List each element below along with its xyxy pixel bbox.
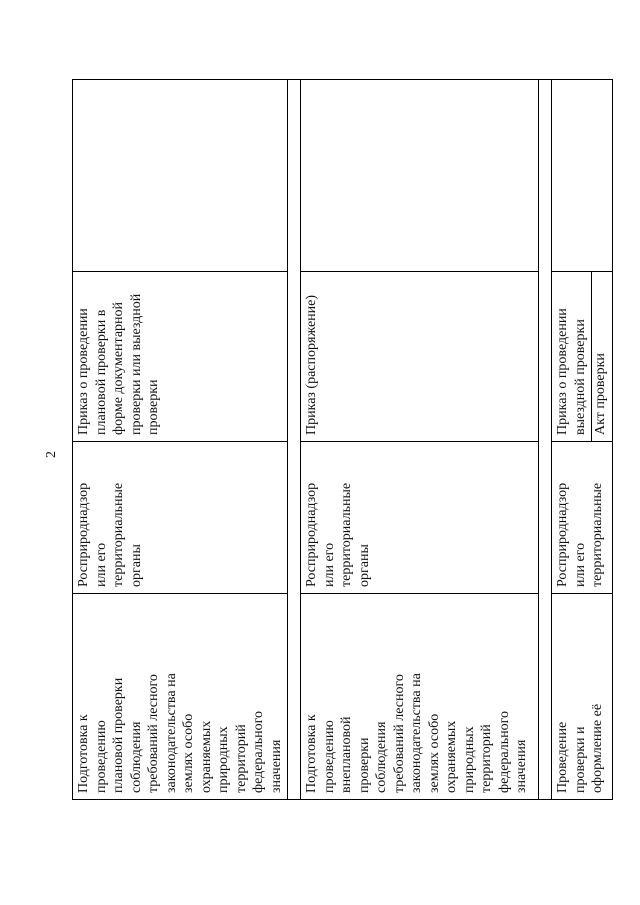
cell-text-line: Росприроднадзор xyxy=(76,482,91,587)
executor-cell xyxy=(552,442,613,594)
cell-text-line: территорий xyxy=(479,724,494,793)
separator-row xyxy=(539,80,552,800)
cell-text-line: проверки и xyxy=(572,726,588,793)
cell-text-line: требований лесного xyxy=(391,674,407,793)
cell-text-line: Проведение xyxy=(555,721,570,793)
table-row xyxy=(552,80,613,800)
cell-text-line: территориальные xyxy=(339,482,354,587)
cell-text-line: форме документарной xyxy=(111,301,126,435)
cell-text-line: территорий xyxy=(233,724,249,793)
cell-text-line: значения xyxy=(514,739,529,793)
cell-text-line: федерального xyxy=(496,710,512,793)
cell-text-line: соблюдения xyxy=(128,721,144,793)
cell-text-line: выездной проверки xyxy=(572,319,588,435)
cell-text-line: или его xyxy=(93,542,109,587)
document-extra: Акт проверки xyxy=(591,272,610,441)
cell-text-line: плановой проверки xyxy=(111,677,126,793)
cell-text-line: Приказ о проведении xyxy=(76,308,91,435)
cell-text-line: природных xyxy=(216,726,231,793)
cell-text-line: землях особо xyxy=(181,713,196,793)
cell-text-line: законодательства на xyxy=(163,673,179,793)
cell-text-line: оформление её xyxy=(590,703,605,793)
procedure-table xyxy=(72,79,613,800)
table-row xyxy=(301,80,539,800)
cell-text-line: законодательства на xyxy=(409,673,424,793)
blank-cell xyxy=(552,80,613,272)
executor-cell xyxy=(73,442,288,594)
cell-text-line: или его xyxy=(321,542,337,587)
cell-text-line: плановой проверки в xyxy=(93,309,109,435)
blank-cell xyxy=(73,80,288,272)
cell-text-line: Росприроднадзор xyxy=(304,482,319,587)
process-cell xyxy=(73,594,288,800)
cell-text-line: охраняемых xyxy=(198,720,214,793)
cell-text-line: Приказ о проведении xyxy=(555,308,570,435)
cell-text-line: проверки xyxy=(356,737,372,793)
cell-text-line: соблюдения xyxy=(374,721,389,793)
cell-text-line: требований лесного xyxy=(146,674,161,793)
cell-text-line: Подготовка к xyxy=(304,714,319,793)
cell-text-line: значения xyxy=(268,739,284,793)
cell-text-line: охраняемых xyxy=(444,720,459,793)
cell-text-line: или его xyxy=(572,542,588,587)
cell-text-line: Подготовка к xyxy=(76,714,91,793)
cell-text-line: проверки или выездной xyxy=(128,293,144,435)
cell-text-line: территориальные xyxy=(590,482,605,587)
cell-text-line: органы xyxy=(128,544,144,587)
cell-text-line: проведению xyxy=(321,720,337,793)
cell-text-line: внеплановой xyxy=(339,716,354,793)
document-cell xyxy=(552,272,613,442)
blank-cell xyxy=(301,80,539,272)
cell-text-line: природных xyxy=(461,726,477,793)
cell-text-line: проверки xyxy=(146,379,161,435)
process-cell xyxy=(552,594,613,800)
cell-text-line: федерального xyxy=(251,710,266,793)
cell-text-line: органы xyxy=(356,544,372,587)
cell-text-line: Приказ (распоряжение) xyxy=(304,294,319,435)
rotated-table-container xyxy=(72,80,608,800)
cell-text-line: территориальные xyxy=(111,482,126,587)
cell-text-line: Росприроднадзор xyxy=(555,482,570,587)
page-number: 2 xyxy=(44,451,59,458)
document-cell xyxy=(301,272,539,442)
document-cell xyxy=(73,272,288,442)
executor-cell xyxy=(301,442,539,594)
process-cell xyxy=(301,594,539,800)
separator-row xyxy=(288,80,301,800)
table-row xyxy=(73,80,288,800)
cell-text-line: землях особо xyxy=(426,713,442,793)
cell-text-line: проведению xyxy=(93,720,109,793)
